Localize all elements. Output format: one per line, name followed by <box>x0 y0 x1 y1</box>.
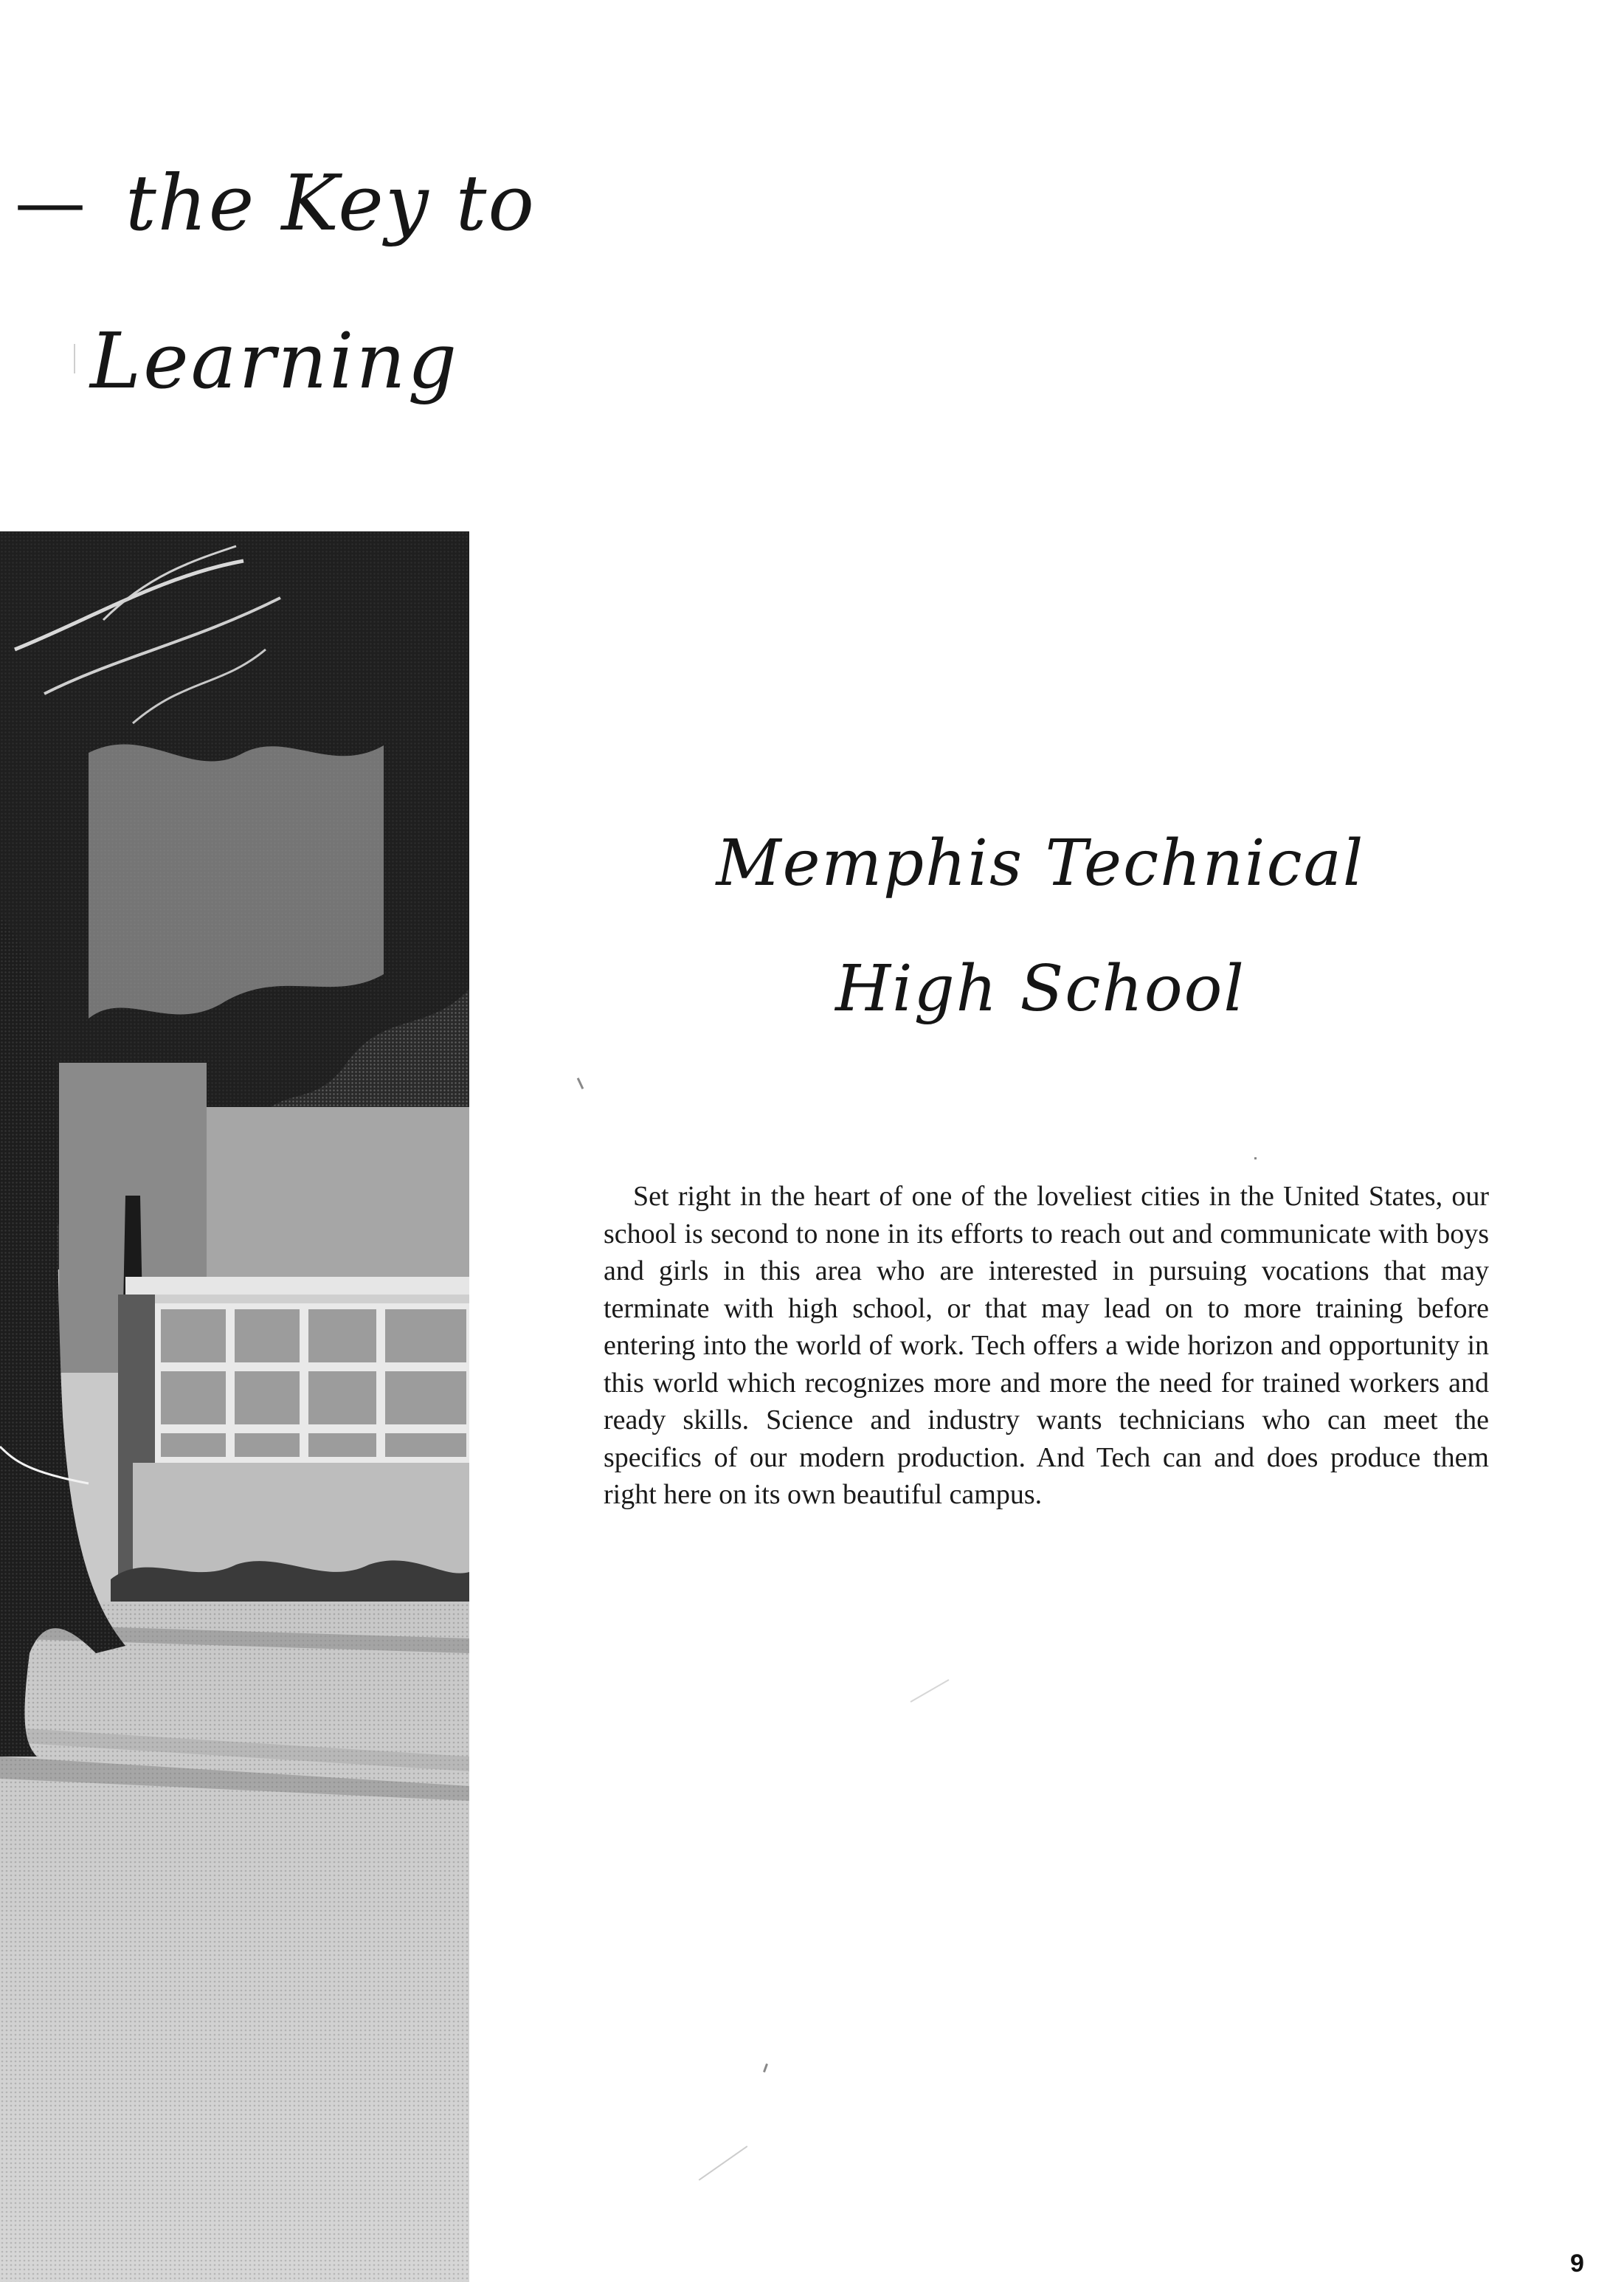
scan-mark <box>74 344 75 373</box>
page-number: 9 <box>1570 2250 1584 2278</box>
body-paragraph: Set right in the heart of one of the loveliest cities in the United States, our school is second to none in its efforts to reach out and communicate with boys and girls in this area who are interested in pursuing vocations that may terminate with high school, or that may lead on to more training before entering into the world of work. Tech offers a wide horizon and opportunity in this world which recognizes more and more the need for trained workers and ready skills. Science and industry wants technicians who can meet the specifics of our modern production. And Tech can and does produce them right here on its own beautiful campus. <box>604 1181 1489 1510</box>
scan-mark <box>1254 1157 1257 1159</box>
school-name-line-1: Memphis Technical <box>716 827 1365 900</box>
campus-photo <box>0 531 469 2282</box>
heading-dash: — <box>15 161 86 244</box>
school-name-line-2: High School <box>835 952 1245 1026</box>
scan-mark <box>577 1078 584 1089</box>
heading-title-line-1: the Key to <box>125 158 536 248</box>
heading-title-line-2: Learning <box>90 316 460 406</box>
scan-mark <box>699 2145 748 2181</box>
scan-mark <box>911 1679 950 1703</box>
scan-mark <box>763 2064 768 2072</box>
